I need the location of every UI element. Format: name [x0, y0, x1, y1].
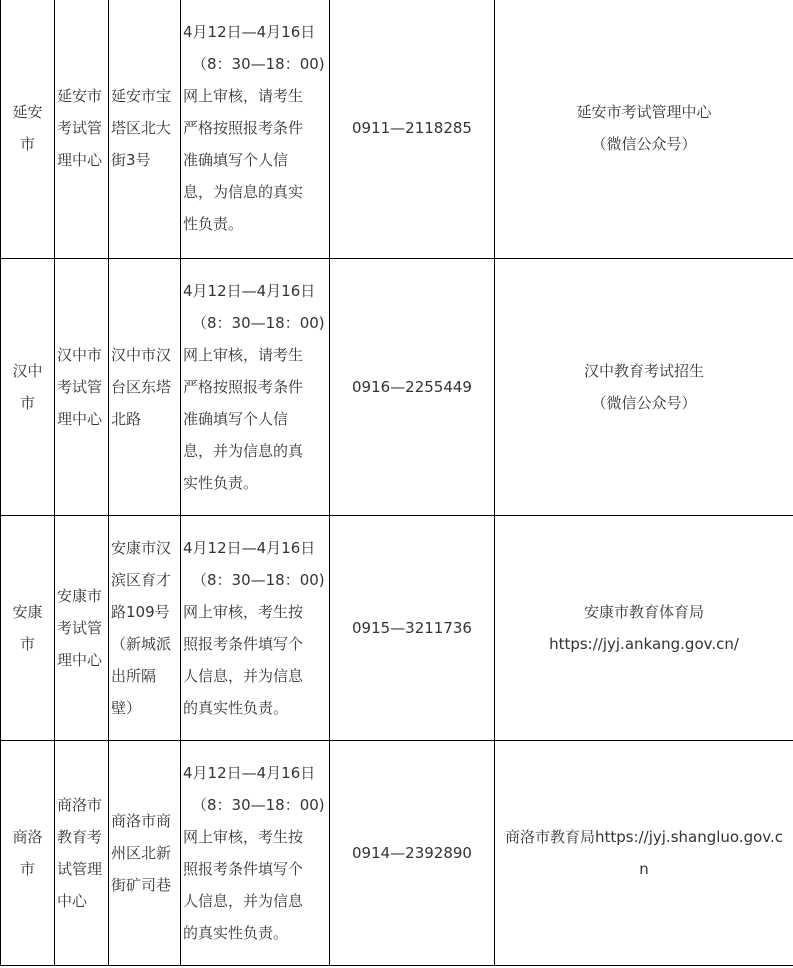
date-range: 4月12日—4月16日: [183, 539, 316, 557]
address-cell: 汉中市汉 台区东塔 北路: [109, 259, 181, 516]
hours: （8：30—18：00): [192, 54, 325, 73]
contact-cell: 汉中教育考试招生 （微信公众号）: [495, 259, 793, 516]
review-note: 网上审核，考生按 照报考条件填写个 人信息，并为信息 的真实性负责。: [183, 828, 304, 942]
time-review-cell: [181, 259, 330, 516]
phone-cell: 0914—2392890: [330, 741, 495, 966]
phone-cell: 0911—2118285: [330, 0, 495, 259]
city-cell: 延安 市: [1, 0, 55, 259]
review-note: 网上审核，请考生 严格按照报考条件 准确填写个人信 息，并为信息的真 实性负责。: [183, 346, 304, 492]
date-range: 4月12日—4月16日: [183, 764, 316, 782]
review-note: 网上审核，请考生 严格按照报考条件 准确填写个人信 息，为信息的真实 性负责。: [183, 86, 304, 233]
hours: （8：30—18：00): [192, 314, 325, 332]
table-row: [1, 516, 793, 741]
city-cell: 安康 市: [1, 516, 55, 741]
address-cell: 商洛市商 州区北新 街矿司巷: [109, 741, 181, 966]
address-cell: 安康市汉 滨区育才 路109号 （新城派 出所隔 壁）: [109, 516, 181, 741]
table-row: [1, 259, 793, 516]
time-review-cell: [181, 0, 330, 259]
date-range: 4月12日—4月16日: [183, 282, 316, 300]
org-cell: 安康市 考试管 理中心: [55, 516, 109, 741]
contact-cell: 商洛市教育局https://jyj.shangluo.gov.c n: [495, 741, 793, 966]
phone-cell: 0916—2255449: [330, 259, 495, 516]
org-cell: 汉中市 考试管 理中心: [55, 259, 109, 516]
table-row: [1, 0, 793, 259]
date-range: 4月12日—4月16日: [183, 22, 316, 41]
review-note: 网上审核，考生按 照报考条件填写个 人信息，并为信息 的真实性负责。: [183, 603, 304, 717]
phone-cell: 0915—3211736: [330, 516, 495, 741]
contact-cell: 安康市教育体育局 https://jyj.ankang.gov.cn/: [495, 516, 793, 741]
hours: （8：30—18：00): [192, 796, 325, 814]
org-cell: 商洛市 教育考 试管理 中心: [55, 741, 109, 966]
org-cell: 延安市 考试管 理中心: [55, 0, 109, 259]
table-row: [1, 741, 793, 966]
hours: （8：30—18：00): [192, 571, 325, 589]
address-cell: 延安市宝 塔区北大 街3号: [109, 0, 181, 259]
time-review-cell: [181, 516, 330, 741]
time-review-cell: [181, 741, 330, 966]
city-cell: 商洛 市: [1, 741, 55, 966]
city-cell: 汉中 市: [1, 259, 55, 516]
contact-cell: 延安市考试管理中心 （微信公众号）: [495, 0, 793, 259]
